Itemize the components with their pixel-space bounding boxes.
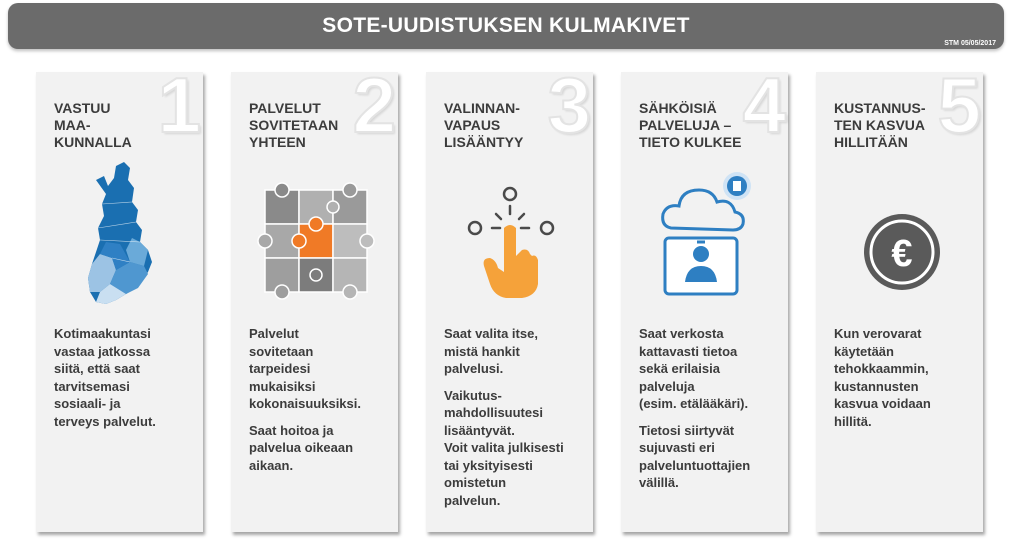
card-text: Kotimaakuntasi vastaa jatkossa siitä, että saat tarvitsemasi sosiaali- ja terveys palvelut.: [54, 326, 156, 429]
card-body: [249, 325, 394, 483]
card-heading: KUSTANNUS- TEN KASVUA HILLITÄÄN: [834, 100, 926, 150]
card-text: Saat valita itse, mistä hankit palvelusi.: [444, 326, 538, 376]
card-heading: PALVELUT SOVITETAAN YHTEEN: [249, 100, 339, 150]
svg-text:€: €: [891, 233, 913, 275]
card-body: [834, 325, 979, 439]
card-heading: VASTUU MAA- KUNNALLA: [54, 100, 132, 150]
euro-coin-icon: [862, 212, 942, 292]
card-2: [231, 61, 398, 532]
card-5: [816, 61, 983, 532]
finland-map-icon: [86, 158, 166, 318]
card-heading: SÄHKÖISIÄ PALVELUJA – TIETO KULKEE: [639, 100, 742, 150]
card-number: 3: [547, 61, 591, 149]
card-4: [621, 61, 788, 532]
card-heading: VALINNAN- VAPAUS LISÄÄNTYY: [444, 100, 524, 150]
hand-choice-icon: [466, 184, 556, 302]
card-number: 2: [352, 61, 396, 149]
puzzle-icon: [243, 172, 388, 312]
page-title: SOTE-UUDISTUKSEN KULMAKIVET: [322, 14, 690, 37]
card-body: [639, 325, 784, 501]
cloud-doctor-screen-icon: [659, 170, 759, 298]
card-body: [444, 325, 589, 518]
title-banner: [8, 3, 1004, 49]
card-text: Palvelut sovitetaan tarpeidesi mukaisiksi kokonaisuuksiksi.: [249, 326, 361, 411]
card-text: Saat hoitoa ja palvelua oikeaan aikaan.: [249, 422, 354, 473]
card-number: 4: [742, 61, 786, 149]
card-1: [36, 61, 203, 532]
date-stamp: STM 05/05/2017: [944, 40, 996, 47]
card-text: Vaikutus- mahdollisuutesi lisääntyvät. Voit valita julkisesti tai yksityisesti omistetun palvelun.: [444, 387, 564, 508]
card-3: [426, 61, 593, 532]
card-number: 1: [157, 61, 201, 149]
card-number: 5: [937, 61, 981, 149]
card-body: [54, 325, 199, 439]
card-text: Tietosi siirtyvät sujuvasti eri palveluntuottajien välillä.: [639, 422, 751, 490]
card-text: Kun verovarat käytetään tehokkaammin, kustannusten kasvua voidaan hillitä.: [834, 326, 931, 429]
card-text: Saat verkosta kattavasti tietoa sekä erilaisia palveluja (esim. etälääkäri).: [639, 326, 749, 411]
